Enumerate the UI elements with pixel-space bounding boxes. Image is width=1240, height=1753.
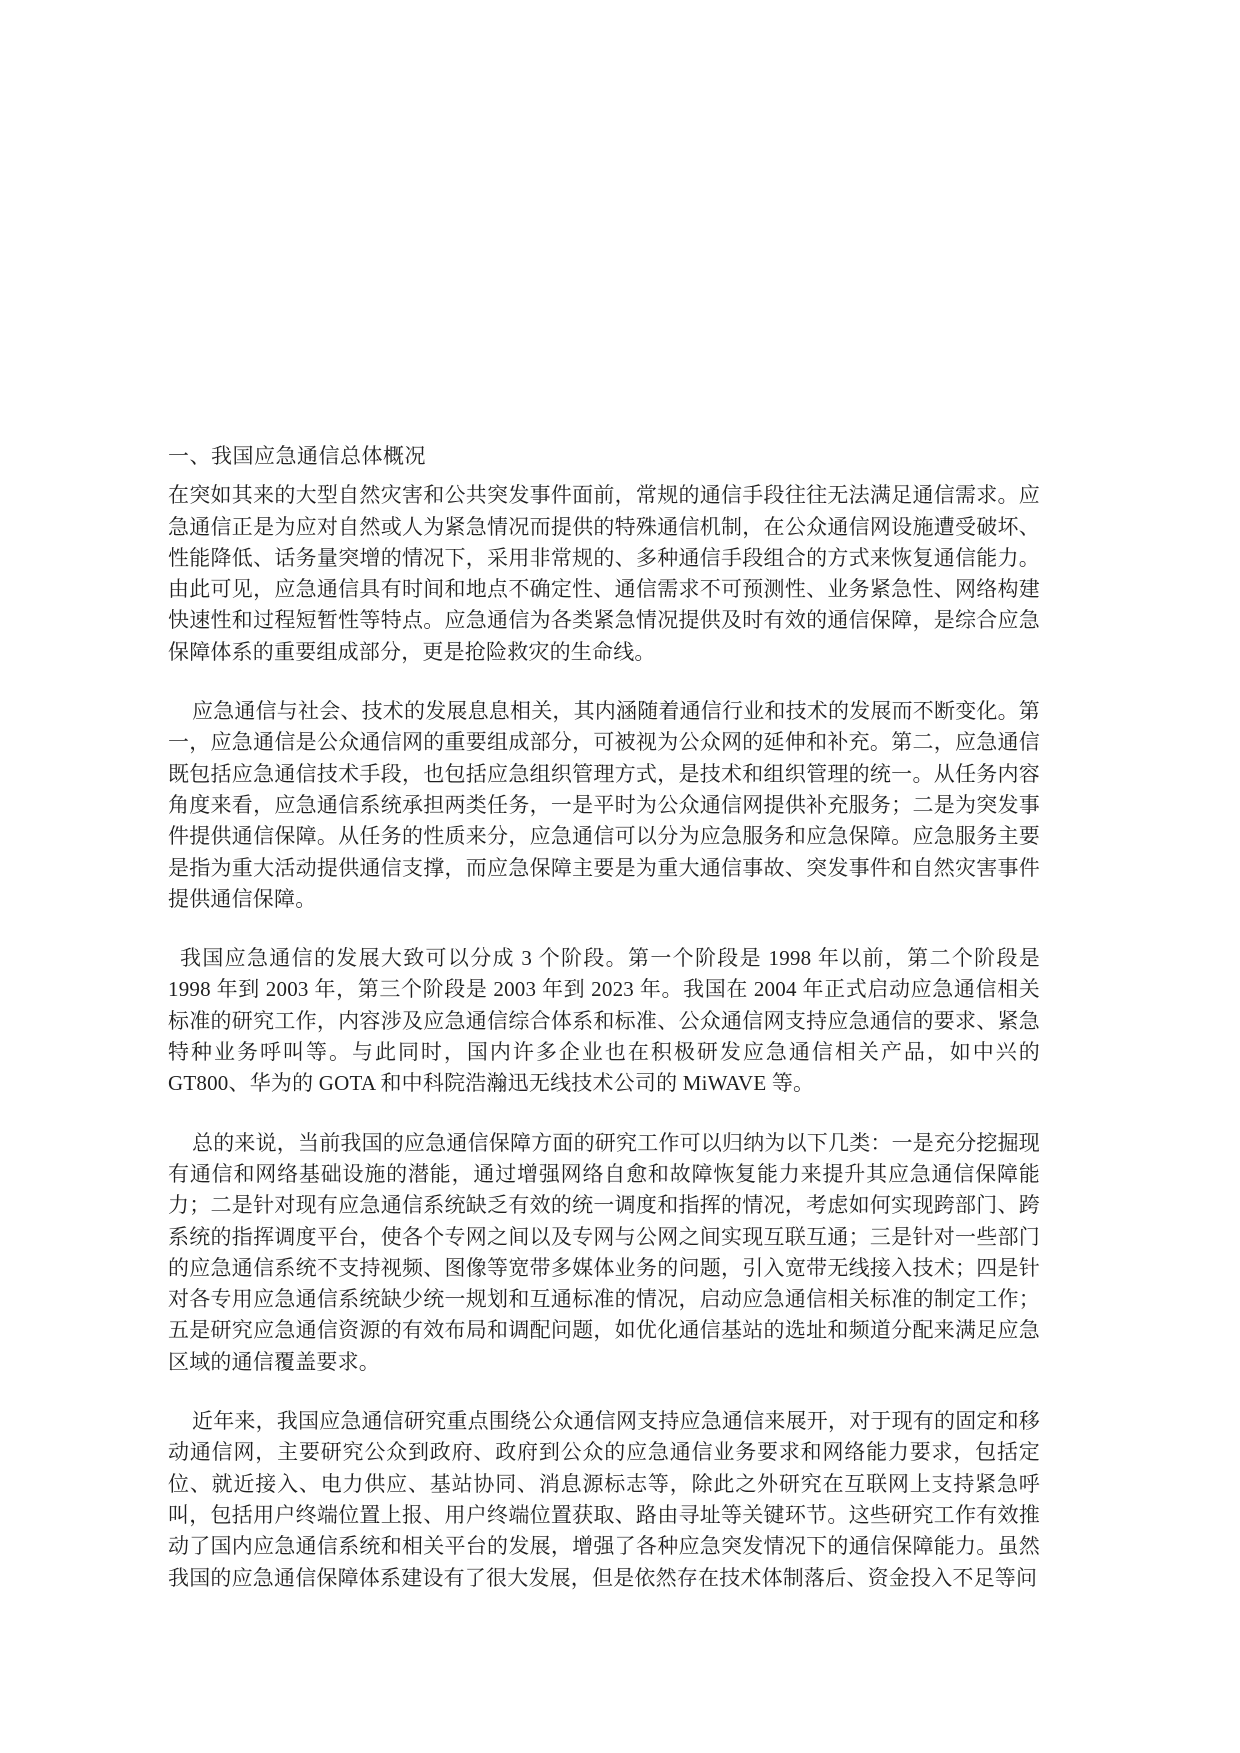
paragraph: 我国应急通信的发展大致可以分成 3 个阶段。第一个阶段是 1998 年以前，第二个阶段是 1998 年到 2003 年，第三个阶段是 2003 年到 2023 年。我国在 2004 年正式启动应急通信相关标准的研究工作，内容涉及应急通信综合体系和标准、公众通信网支持应急通信的要求、紧急特种业务呼叫等。与此同时，国内许多企业也在积极研发应急通信相关产品，如中兴的 GT800、华为的 GOTA 和中科院浩瀚迅无线技术公司的 MiWAVE 等。 [168, 946, 1040, 1096]
paragraph: 在突如其来的大型自然灾害和公共突发事件面前，常规的通信手段往往无法满足通信需求。应急通信正是为应对自然或人为紧急情况而提供的特殊通信机制，在公众通信网设施遭受破坏、性能降低、话务量突增的情况下，采用非常规的、多种通信手段组合的方式来恢复通信能力。由此可见，应急通信具有时间和地点不确定性、通信需求不可预测性、业务紧急性、网络构建快速性和过程短暂性等特点。应急通信为各类紧急情况提供及时有效的通信保障，是综合应急保障体系的重要组成部分，更是抢险救灾的生命线。 [168, 483, 1040, 664]
paragraph: 总的来说，当前我国的应急通信保障方面的研究工作可以归纳为以下几类：一是充分挖掘现有通信和网络基础设施的潜能，通过增强网络自愈和故障恢复能力来提升其应急通信保障能力；二是针对现有应急通信系统缺乏有效的统一调度和指挥的情况，考虑如何实现跨部门、跨系统的指挥调度平台，使各个专网之间以及专网与公网之间实现互联互通；三是针对一些部门的应急通信系统不支持视频、图像等宽带多媒体业务的问题，引入宽带无线接入技术；四是针对各专用应急通信系统缺少统一规划和互通标准的情况，启动应急通信相关标准的制定工作；五是研究应急通信资源的有效布局和调配问题，如优化通信基站的选址和频道分配来满足应急区域的通信覆盖要求。 [168, 1130, 1040, 1374]
section-heading: 一、我国应急通信总体概况 [168, 444, 426, 468]
document-text-block [168, 441, 1040, 1594]
paragraph: 近年来，我国应急通信研究重点围绕公众通信网支持应急通信来展开，对于现有的固定和移动通信网，主要研究公众到政府、政府到公众的应急通信业务要求和网络能力要求，包括定位、就近接入、电力供应、基站协同、消息源标志等，除此之外研究在互联网上支持紧急呼叫，包括用户终端位置上报、用户终端位置获取、路由寻址等关键环节。这些研究工作有效推动了国内应急通信系统和相关平台的发展，增强了各种应急突发情况下的通信保障能力。虽然我国的应急通信保障体系建设有了很大发展，但是依然存在技术体制落后、资金投入不足等问 [168, 1409, 1040, 1590]
paragraph: 应急通信与社会、技术的发展息息相关，其内涵随着通信行业和技术的发展而不断变化。第一，应急通信是公众通信网的重要组成部分，可被视为公众网的延伸和补充。第二，应急通信既包括应急通信技术手段，也包括应急组织管理方式，是技术和组织管理的统一。从任务内容角度来看，应急通信系统承担两类任务，一是平时为公众通信网提供补充服务；二是为突发事件提供通信保障。从任务的性质来分，应急通信可以分为应急服务和应急保障。应急服务主要是指为重大活动提供通信支撑，而应急保障主要是为重大通信事故、突发事件和自然灾害事件提供通信保障。 [168, 699, 1040, 911]
